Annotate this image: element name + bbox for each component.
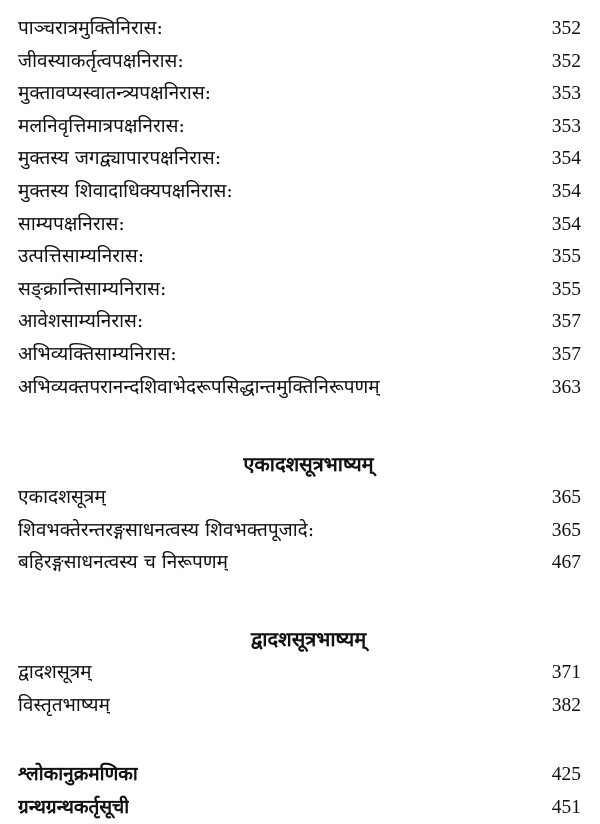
toc-entry: [18, 175, 581, 208]
toc-entry: [18, 240, 581, 273]
toc-entry: [18, 12, 581, 45]
toc-entry-title: मलनिवृत्तिमात्रपक्षनिरास:: [18, 114, 185, 137]
section-spacer: [18, 579, 581, 622]
toc-entry: [18, 45, 581, 78]
toc-entry-title: एकादशसूत्रम्: [18, 486, 106, 509]
toc-entry: [18, 791, 581, 824]
toc-entry-page: 382: [551, 694, 581, 716]
toc-entry: [18, 481, 581, 514]
toc-entry-title: ग्रन्थग्रन्थकर्तृसूची: [18, 795, 130, 818]
toc-entry: [18, 656, 581, 689]
toc-entry-title: सङ्क्रान्तिसाम्यनिरास:: [18, 277, 167, 300]
section-heading: द्वादशसूत्रभाष्यम्: [250, 626, 367, 651]
section-spacer: [18, 721, 581, 758]
toc-entry: [18, 758, 581, 791]
section-spacer: [18, 403, 581, 447]
toc-entry-title: मुक्तावप्यस्वातन्त्र्यपक्षनिरास:: [18, 82, 212, 105]
toc-entry-title: मुक्तस्य शिवादाधिक्यपक्षनिरास:: [18, 179, 233, 202]
toc-entry-page: 357: [551, 311, 581, 333]
toc-entry-title: बहिरङ्गसाधनत्वस्य च निरूपणम्: [18, 551, 228, 574]
toc-entry-title: मुक्तस्य जगद्व्यापारपक्षनिरास:: [18, 147, 222, 170]
section-heading: एकादशसूत्रभाष्यम्: [243, 452, 374, 477]
toc-entry-title: जीवस्याकर्तृत्वपक्षनिरास:: [18, 49, 184, 72]
toc-entry-page: 353: [551, 83, 581, 105]
toc-entry-page: 371: [551, 661, 581, 683]
toc-entry-page: 365: [551, 519, 581, 541]
toc-entry-title: द्वादशसूत्रम्: [18, 660, 92, 683]
toc-entry-title: पाञ्चरात्रमुक्तिनिरास:: [18, 17, 163, 39]
toc-entry-title: श्लोकानुक्रमणिका: [18, 763, 138, 786]
toc-group-moksha-refutations: [18, 12, 581, 403]
toc-entry-title: अभिव्यक्तपरानन्दशिवाभेदरूपसिद्धान्तमुक्तिनिरूपणम्: [18, 375, 380, 398]
toc-entry-title: अभिव्यक्तिसाम्यनिरास:: [18, 342, 177, 365]
toc-entry-title: उत्पत्तिसाम्यनिरास:: [18, 245, 145, 268]
toc-entry-page: 451: [551, 796, 581, 818]
toc-entry: [18, 371, 581, 404]
toc-entry: [18, 689, 581, 722]
toc-entry-page: 363: [551, 376, 581, 398]
toc-entry-page: 357: [551, 343, 581, 365]
toc-entry-page: 353: [551, 115, 581, 137]
toc-entry: [18, 273, 581, 306]
toc-entry-page: 365: [551, 487, 581, 509]
toc-entry: [18, 142, 581, 175]
toc-entry: [18, 208, 581, 241]
toc-entry-page: 354: [551, 148, 581, 170]
toc-entry-page: 352: [551, 18, 581, 39]
toc-entry: [18, 546, 581, 579]
toc-entry-page: 425: [551, 764, 581, 786]
toc-section-dvadasha: [18, 622, 581, 721]
toc-entry-title: विस्तृतभाष्यम्: [18, 693, 110, 716]
toc-section-ekadasha: [18, 447, 581, 579]
toc-entry: [18, 110, 581, 143]
table-of-contents: [18, 12, 581, 823]
toc-entry: [18, 305, 581, 338]
toc-entry-page: 354: [551, 180, 581, 202]
toc-entry-page: 352: [551, 50, 581, 72]
toc-entry: [18, 514, 581, 547]
toc-entry-title: साम्यपक्षनिरास:: [18, 212, 125, 235]
toc-entry-page: 354: [551, 213, 581, 235]
toc-entry-page: 355: [551, 278, 581, 300]
toc-entry-title: शिवभक्तेरन्तरङ्गसाधनत्वस्य शिवभक्तपूजादे:: [18, 518, 315, 541]
toc-entry: [18, 77, 581, 110]
toc-entry-page: 355: [551, 246, 581, 268]
toc-entry: [18, 338, 581, 371]
toc-entry-page: 467: [551, 552, 581, 574]
toc-appendix: [18, 758, 581, 823]
toc-entry-title: आवेशसाम्यनिरास:: [18, 310, 144, 333]
